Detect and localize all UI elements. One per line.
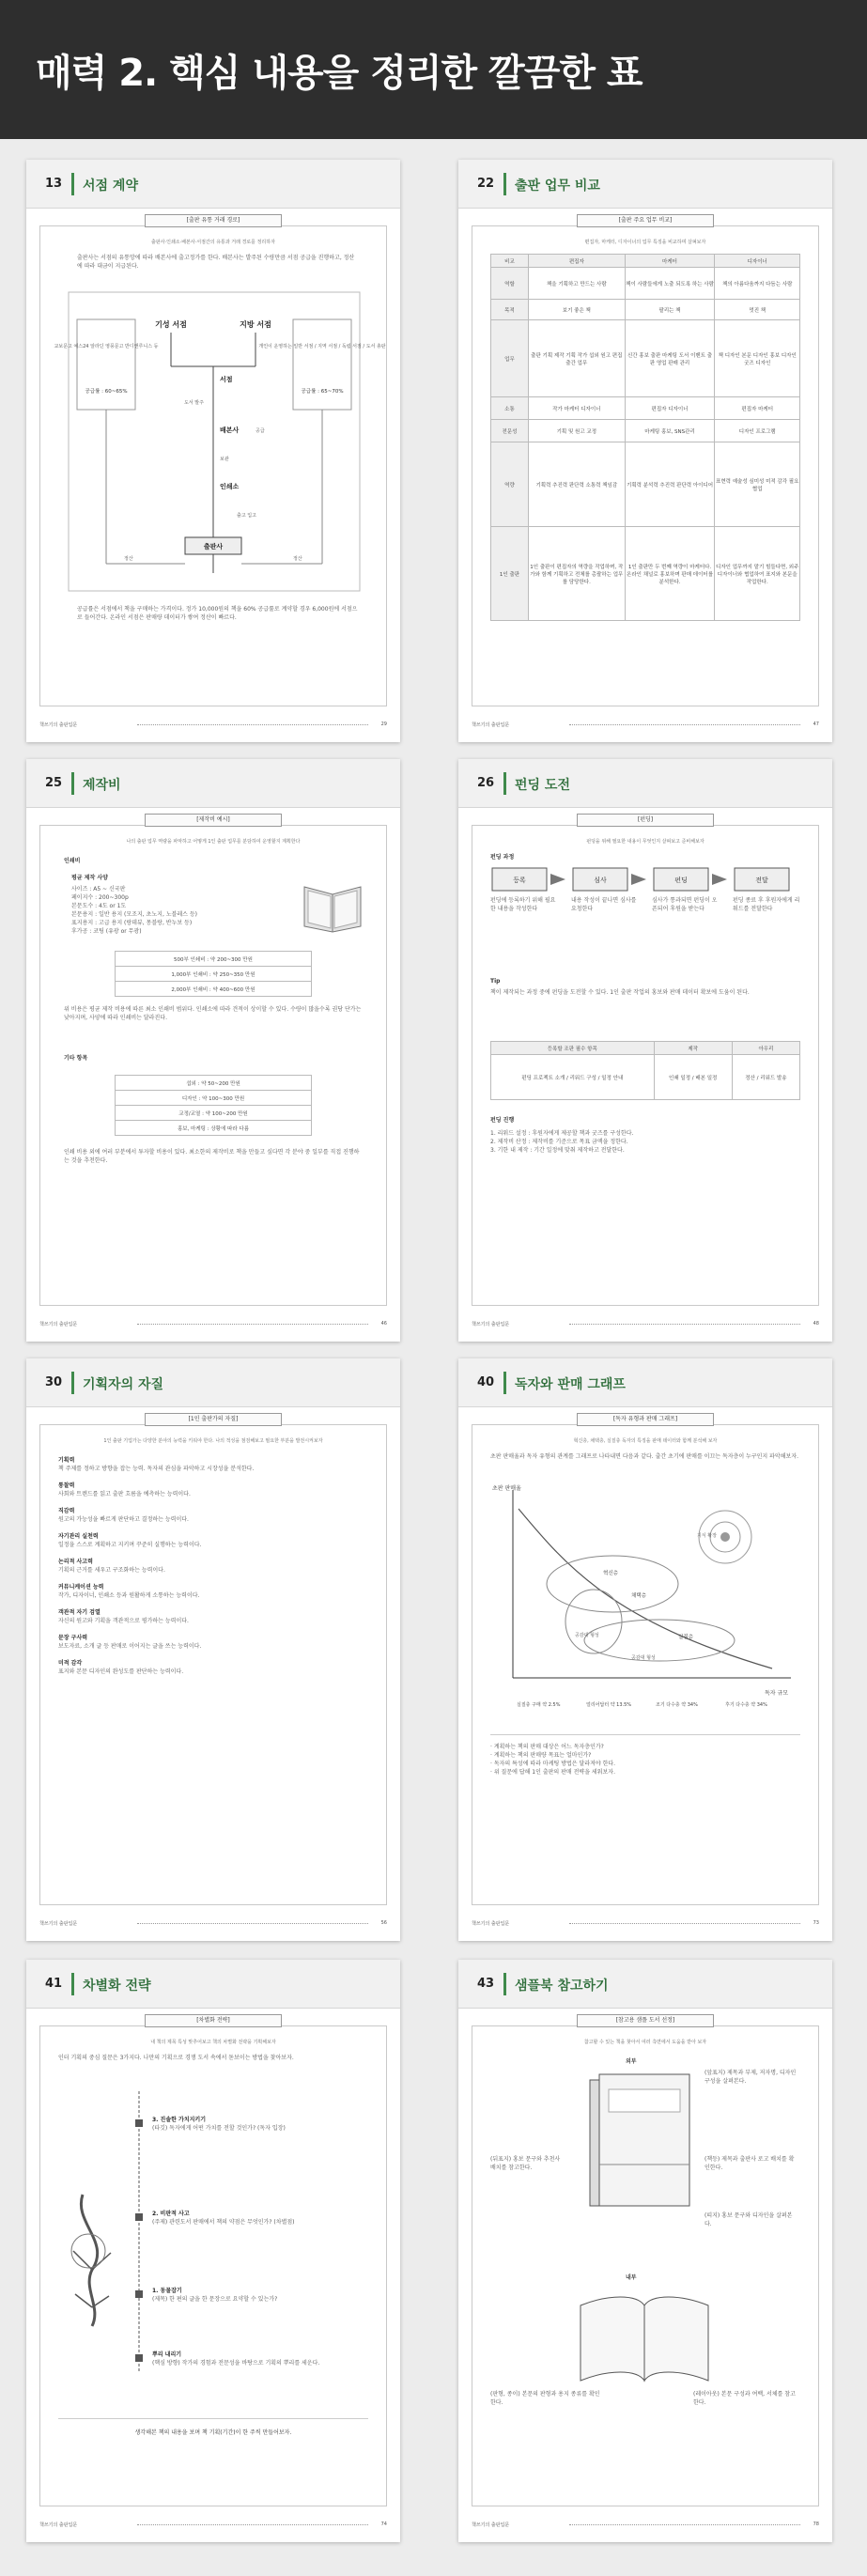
page-footer	[472, 1918, 819, 1930]
distributor-label: 배본사	[220, 427, 240, 434]
trait-text: 작가, 디자이너, 인쇄소 등과 원활하게 소통하는 능력이다.	[58, 1592, 200, 1599]
strategy-text: (타깃) 독자에게 어떤 가치를 전할 것인가? (독자 입장)	[152, 2125, 286, 2132]
page-header	[458, 1960, 832, 2009]
label-adopter: 채택층	[631, 1593, 646, 1599]
table-cell: 디자인 업무까지 맡기 힘들다면, 외주 디자이너와 협업하여 표지와 본문을 작업한다.	[715, 527, 800, 621]
footer-rule	[569, 1923, 800, 1924]
book-spine	[590, 2080, 599, 2206]
label-empathy: 공감대 형성	[575, 1633, 599, 1638]
row-label: 1인 출판	[491, 527, 529, 621]
footer-page-number: 73	[813, 1920, 819, 1926]
outro-text: 공급률은 서점에서 책을 구매하는 가격이다. 정가 10,000원의 책을 60% 공급률로 계약할 경우 6,000원에 서점으로 들어간다. 온라인 서점은 판매량 데이터가 쌓여 정산이 빠르다.	[77, 606, 358, 621]
footer-page-number: 48	[813, 1321, 819, 1327]
page-number: 30	[45, 1375, 63, 1389]
footer-page-number: 56	[380, 1920, 387, 1926]
page-footer	[39, 720, 387, 731]
page-number: 41	[45, 1977, 63, 1991]
header-accent	[503, 173, 506, 195]
closing-text: 생각해본 책의 내용을 보며 책 기획(기간)이 한 주씩 만들어보자.	[58, 2418, 368, 2437]
table-cell: 기획 및 원고 교정	[529, 420, 626, 442]
trait-text: 표지와 본문 디자인의 완성도를 판단하는 능력이다.	[58, 1668, 184, 1675]
bullet-icon	[135, 2290, 143, 2298]
note-text: 인쇄 비용 외에 여러 부분에서 투자할 비용이 있다. 최소한의 제작비로 책을 만들고 싶다면 각 분야 중 일부를 직접 진행하는 것을 추천한다.	[64, 1149, 360, 1164]
strategy-heading: 1. 동물잡기	[152, 2288, 182, 2294]
header-cell: 디자이너	[715, 255, 800, 268]
box-title: [출판 유통 거래 경로]	[145, 214, 282, 227]
books-label: 도서 발주	[184, 400, 204, 406]
right-rate: 공급률 : 65~70%	[301, 389, 344, 395]
trait-heading: 직감력	[58, 1508, 75, 1514]
arrow-icon	[631, 874, 646, 885]
footer-book: 책쓰기의 출판입문	[39, 1921, 78, 1927]
online-label: 기성 서점	[155, 320, 187, 329]
spec-item: 본문용지 : 일반 용지 (모조지, 초노지, 노블레스 등)	[71, 911, 197, 918]
target-inner	[720, 1532, 730, 1542]
page-number: 43	[477, 1977, 495, 1991]
subtitle: 나의 출판 업무 역량을 파악하고 어떻게 1인 출판 업무를 분담하여 운영할지 계획한다	[126, 839, 301, 845]
table-cell: 책의 아름다움까지 다듬는 사람	[715, 268, 800, 300]
table-cell: 편집자 마케터	[715, 397, 800, 420]
box-title: [제작비 예시]	[145, 814, 282, 827]
label-pragmatist: 실질층	[678, 1635, 693, 1640]
strategy-text: (주제) 관련도서 판매에서 책의 약점은 무엇인가? (차별점)	[152, 2219, 295, 2226]
label-knowledge: 지식 확장	[697, 1533, 717, 1539]
page-card-43	[458, 1960, 832, 2542]
arrow-icon	[550, 874, 565, 885]
delivery-label: 출고 입고	[237, 513, 256, 519]
intro-text: 초판 판매율과 독자 유형의 관계를 그래프로 나타내면 다음과 같다. 출간 초기에 판매를 이끄는 독자층이 누구인지 파악해보자.	[490, 1453, 799, 1460]
subtitle: 편집자, 마케터, 디자이너의 업무 특징을 비교하며 살펴보자	[584, 240, 706, 245]
page-number: 13	[45, 177, 63, 191]
section-print: 인쇄비	[64, 858, 81, 864]
header-cell: 제작	[654, 1042, 732, 1055]
header-cell: 마케터	[625, 255, 715, 268]
spec-item: 본문도수 : 4도 or 1도	[71, 903, 127, 909]
plan-item: 3. 기한 내 제작 : 기간 일정에 맞춰 제작하고 전달한다.	[490, 1147, 625, 1154]
publisher-label: 출판사	[203, 543, 224, 551]
trait-text: 원고의 가능성을 빠르게 판단하고 결정하는 능력이다.	[58, 1516, 189, 1523]
spec-item: 사이즈 : A5 ~ 신국판	[71, 886, 126, 892]
page-footer	[472, 720, 819, 731]
list-item	[58, 1507, 368, 1524]
other-cost-table	[115, 1075, 312, 1136]
bullet-icon	[135, 2119, 143, 2127]
strategy-item	[152, 2351, 368, 2367]
footer-rule	[137, 2524, 368, 2525]
plan-item: 2. 제작비 산정 : 제작비를 기준으로 목표 금액을 정한다.	[490, 1139, 628, 1145]
tip-label: Tip	[490, 978, 501, 985]
header-accent	[71, 173, 74, 195]
table-cell: 정산 / 리워드 발송	[732, 1055, 799, 1100]
table-cell: 마케팅 홍보, SNS관리	[625, 420, 715, 442]
trait-heading: 문장 구사력	[58, 1635, 88, 1641]
table-cell: 편집자 디자이너	[625, 397, 715, 420]
store-label: 서점	[220, 376, 233, 383]
trait-heading: 논리적 사고력	[58, 1559, 93, 1565]
table-cell: 팔리는 책	[625, 300, 715, 320]
trait-text: 자신의 원고와 기획을 객관적으로 평가하는 능력이다.	[58, 1618, 189, 1624]
strategy-item	[152, 2116, 368, 2133]
list-item	[58, 1659, 368, 1676]
box-title: [출판 주요 업무 비교]	[577, 214, 714, 227]
spec-item: 후가공 : 코팅 (유광 or 무광)	[71, 928, 142, 935]
trait-heading: 미적 감각	[58, 1660, 83, 1667]
spec-list	[71, 885, 287, 936]
footer-rule	[569, 2524, 800, 2525]
top-banner	[0, 0, 867, 139]
strategy-heading: 뿌리 내리기	[152, 2351, 182, 2358]
table-row	[491, 320, 800, 397]
tree-crown	[71, 2234, 105, 2268]
question-item: · 위 질문에 답해 1인 출판의 판매 전략을 세워보자.	[490, 1769, 616, 1776]
page-card-26	[458, 759, 832, 1342]
spec-item: 표지용지 : 고급 용지 (랑데뷰, 몽블랑, 반누보 등)	[71, 920, 193, 926]
footer-page-number: 74	[380, 2522, 387, 2527]
page-header	[26, 1960, 400, 2009]
offline-label: 지방 서점	[240, 320, 271, 329]
footer-book: 책쓰기의 출판입문	[39, 1322, 78, 1327]
footer-rule	[569, 724, 800, 725]
other-cost-cell: 교정/교열 : 약 100~200 만원	[116, 1106, 312, 1121]
inner-label: 내부	[626, 2274, 637, 2281]
list-item	[58, 1456, 368, 1473]
note-format: (판형, 종이) 본문의 판형과 용지 종류를 확인한다.	[490, 2391, 600, 2406]
step-note: 펀딩에 등록하기 위해 필요한 내용을 작성한다	[490, 897, 556, 912]
trait-text: 보도자료, 소개 글 등 판매로 이어지는 글을 쓰는 능력이다.	[58, 1643, 202, 1650]
printer-label: 인쇄소	[220, 483, 240, 490]
page-header	[26, 1358, 400, 1407]
page-header	[458, 759, 832, 808]
list-item	[58, 1583, 368, 1600]
note-layout: (레이아웃) 본문 구성과 여백, 서체를 참고한다.	[693, 2391, 796, 2406]
page-header	[458, 160, 832, 209]
trait-text: 일정을 스스로 계획하고 지키며 꾸준히 실행하는 능력이다.	[58, 1542, 202, 1548]
trait-heading: 기획력	[58, 1457, 75, 1464]
strategy-heading: 2. 비판적 사고	[152, 2211, 190, 2217]
left-rate: 공급률 : 60~65%	[85, 389, 128, 395]
table-cell: 1인 출판이 편집자의 역량을 작업하며, 작가와 함께 기획하고 전체를 총괄하는 업무를 담당한다.	[529, 527, 626, 621]
settle-label-left: 정산	[124, 556, 133, 562]
box-title: [독자 유형과 판매 그래프]	[577, 1413, 714, 1426]
stock-label: 보관	[220, 457, 229, 462]
row-label: 업무	[491, 320, 529, 397]
y-axis-label: 초판 판매율	[492, 1485, 521, 1492]
trait-text: 사회와 트렌드를 읽고 출판 흐름을 예측하는 능력이다.	[58, 1491, 191, 1497]
box-title: [차별화 전략]	[145, 2014, 282, 2027]
table-cell: 1인 출판만 두 번째 역량이 마케터다. 온라인 채널로 홍보하며 판매 데이터를 분석한다.	[625, 527, 715, 621]
strategy-heading: 3. 진솔한 가치지키기	[152, 2117, 207, 2123]
open-book-icon	[299, 876, 366, 934]
role-comparison-table	[490, 254, 800, 621]
box-title: [1인 출판가의 자질]	[145, 1413, 282, 1426]
page-title: 독자와 판매 그래프	[515, 1377, 626, 1392]
section-other: 기타 항목	[64, 1055, 88, 1062]
strategy-text: (핵심 방향) 작가의 경험과 전문성을 바탕으로 기획의 뿌리를 세운다.	[152, 2360, 320, 2367]
left-note: 교보문고 예스24 알라딘 영풍문고 반디앤루니스 등	[54, 344, 159, 349]
step-notes	[490, 896, 800, 962]
segment-label: 실질층 구매 약 2.5%	[517, 1702, 561, 1708]
cover-title-area	[609, 2089, 680, 2112]
x-axis-label: 독자 규모	[765, 1690, 789, 1697]
print-cost-cell: 500부 인쇄비 : 약 200~300 만원	[116, 952, 312, 967]
table-cell: 펀딩 프로젝트 소개 / 리워드 구성 / 일정 안내	[491, 1055, 655, 1100]
note-band: (띠지) 홍보 문구와 디자인을 살펴본다.	[704, 2212, 793, 2227]
page-header	[26, 759, 400, 808]
segment-label: 얼리어답터 약 13.5%	[586, 1702, 632, 1708]
trait-heading: 자기관리 실천력	[58, 1533, 99, 1540]
other-cost-cell: 디자인 : 약 100~300 만원	[116, 1091, 312, 1106]
table-cell: 책 디자인 본문 디자인 홍보 디자인 굿즈 디자인	[715, 320, 800, 397]
settle-label-right: 정산	[293, 556, 302, 562]
header-accent	[71, 772, 74, 795]
table-cell: 기획력 추진력 판단력 소통력 책임감	[529, 442, 626, 527]
strategy-item	[152, 2210, 368, 2227]
question-item: · 계획하는 책의 판매량 목표는 얼마인가?	[490, 1752, 592, 1759]
reader-sales-graph	[490, 1481, 800, 1715]
footer-book: 책쓰기의 출판입문	[472, 722, 510, 728]
list-item	[58, 1558, 368, 1575]
header-accent	[71, 1372, 74, 1394]
page-number: 26	[477, 776, 495, 790]
strategy-item	[152, 2287, 368, 2304]
footer-rule	[137, 724, 368, 725]
page-number: 22	[477, 177, 495, 191]
table-cell: 책이 사람들에게 노출 되도록 하는 사람	[625, 268, 715, 300]
segment-label: 후기 다수층 약 34%	[725, 1702, 767, 1708]
spec-title: 평균 제작 사양	[71, 875, 108, 881]
label-innovator: 혁신층	[603, 1571, 618, 1576]
footer-book: 책쓰기의 출판입문	[472, 1921, 510, 1927]
page-number: 25	[45, 776, 63, 790]
row-label: 역할	[491, 268, 529, 300]
step-note: 펀딩 종료 후 후원자에게 리워드를 전달한다	[733, 897, 800, 912]
sales-curve	[519, 1509, 772, 1668]
header-accent	[503, 1973, 506, 1995]
table-cell: 출판 기획 제작 기획 작가 섭외 원고 편집 출간 업무	[529, 320, 626, 397]
box-title: [펀딩]	[577, 814, 714, 827]
footer-page-number: 78	[813, 2522, 819, 2527]
open-book-right	[644, 2297, 708, 2381]
step-label: 심사	[594, 877, 607, 884]
table-row	[491, 442, 800, 527]
adopter-ellipse	[547, 1556, 678, 1612]
table-row	[491, 300, 800, 320]
footer-rule	[137, 1324, 368, 1325]
footer-book: 책쓰기의 출판입문	[39, 2522, 78, 2528]
footer-book: 책쓰기의 출판입문	[39, 722, 78, 728]
step-label: 등록	[513, 877, 526, 884]
page-title: 기획자의 자질	[83, 1377, 164, 1392]
row-label: 소통	[491, 397, 529, 420]
row-label: 역량	[491, 442, 529, 527]
page-number: 40	[477, 1375, 495, 1389]
online-store-box	[77, 319, 135, 410]
step-note: 내용 작성이 끝나면 심사를 요청한다	[571, 897, 637, 912]
subtitle: 참고할 수 있는 책을 찾아서 여러 측면에서 도움을 받아 보자	[583, 2040, 707, 2045]
intro-text: 출판사는 서점의 유통망에 따라 배본사에 출고정가를 한다. 배본사는 발주된 수량만큼 서점 공급을 진행하고, 정산에 따라 대금이 지급된다.	[77, 255, 355, 270]
table-row	[491, 527, 800, 621]
note-back-cover: (뒤표지) 홍보 문구와 추천사 배치를 참고한다.	[490, 2156, 561, 2171]
page-footer	[39, 2520, 387, 2531]
question-item: · 독자의 특성에 따라 마케팅 방법은 달라져야 한다.	[490, 1761, 616, 1767]
arrow-icon	[712, 874, 727, 885]
print-cost-table	[115, 951, 312, 997]
page-title: 펀딩 도전	[515, 778, 570, 793]
list-item	[58, 1532, 368, 1549]
page-header	[458, 1358, 832, 1407]
header-cell: 편집자	[529, 255, 626, 268]
row-label: 전문성	[491, 420, 529, 442]
bullet-icon	[135, 2213, 143, 2221]
table-row	[491, 268, 800, 300]
plan-item: 1. 리워드 설정 : 후원자에게 제공할 책과 굿즈를 구성한다.	[490, 1130, 634, 1137]
question-item: · 계획하는 책의 판매 대상은 어느 독자층인가?	[490, 1744, 604, 1750]
page-title: 서점 계약	[83, 178, 138, 194]
segment-label: 조기 다수층 약 34%	[656, 1702, 698, 1708]
other-cost-cell: 섭외 : 약 50~200 만원	[116, 1076, 312, 1091]
innovator-ellipse	[565, 1590, 622, 1653]
step-note: 심사가 통과되면 펀딩이 오픈되어 후원을 받는다	[652, 897, 718, 912]
subtitle: 출판사·인쇄소·배본사·서점간의 유통과 거래 경로를 정리하자	[151, 240, 275, 245]
subtitle: 펀딩을 위해 필요한 내용이 무엇인지 살펴보고 준비해보자	[586, 839, 704, 845]
row-label: 목적	[491, 300, 529, 320]
page-card-30	[26, 1358, 400, 1941]
print-cost-cell: 2,000부 인쇄비 : 약 400~600 만원	[116, 982, 312, 997]
table-header-row	[491, 255, 800, 268]
page-title: 샘플북 참고하기	[515, 1979, 609, 1994]
footer-book: 책쓰기의 출판입문	[472, 1322, 510, 1327]
subtitle: 1인 출판 기업가는 다양한 분야의 능력을 키워야 한다. 나의 적성을 점검해보고 필요한 부분을 발전시켜보자	[103, 1438, 323, 1444]
main-title: 매력 2. 핵심 내용을 정리한 깔끔한 표	[36, 52, 643, 95]
footer-page-number: 29	[380, 722, 387, 727]
trait-text: 책 주제를 정하고 방향을 잡는 능력. 독자의 관심을 파악하고 시장성을 분석한다.	[58, 1466, 255, 1472]
intro-text: 인터 기획의 중심 질문은 3가지다. 나만의 기획으로 경쟁 도서 속에서 돋보이는 방법을 찾아보자.	[58, 2055, 294, 2061]
page-footer	[39, 1319, 387, 1330]
tree-diagram	[54, 2082, 167, 2392]
outer-label: 외부	[626, 2058, 637, 2065]
label-empathy-2: 공감대 형성	[631, 1655, 656, 1661]
header-cell: 비교	[491, 255, 529, 268]
trait-heading: 객관적 자기 검열	[58, 1609, 101, 1616]
footer-rule	[569, 1324, 800, 1325]
right-note: 개인이 운영하는 일반 서점 / 지역 서점 / 독립 서점 / 도서 총판	[258, 344, 386, 349]
table-row	[491, 397, 800, 420]
plan-list	[490, 1129, 800, 1155]
book-diagram	[562, 2071, 731, 2409]
header-cell: 아우리	[732, 1042, 799, 1055]
offline-store-box	[293, 319, 351, 410]
page-header	[26, 160, 400, 209]
other-cost-cell: 홍보, 마케팅 : 상황에 따라 다름	[116, 1121, 312, 1136]
step-label: 전달	[755, 877, 768, 884]
table-cell: 책을 기획하고 만드는 사람	[529, 268, 626, 300]
subtitle: 혁신층, 채택층, 실질층 독자의 특징을 판매 데이터와 함께 분석해 보자	[573, 1438, 718, 1444]
strategy-text: (제목) 한 편의 글을 한 문장으로 요약할 수 있는가?	[152, 2296, 278, 2303]
trait-heading: 커뮤니케이션 능력	[58, 1584, 104, 1591]
table-cell: 신간 홍보 출판 마케팅 도서 이벤트 출판 영업 판매 관리	[625, 320, 715, 397]
step-label: 펀딩	[674, 877, 688, 884]
trait-text: 기획의 근거를 세우고 구조화하는 능력이다.	[58, 1567, 165, 1574]
page-card-22	[458, 160, 832, 742]
table-cell: 표현력 예술성 심미성 미적 감각 필요 협업	[715, 442, 800, 527]
page-title: 차별화 전략	[83, 1979, 151, 1994]
spec-item: 페이지수 : 200~300p	[71, 894, 129, 901]
list-item	[58, 1482, 368, 1498]
footer-page-number: 46	[380, 1321, 387, 1327]
page-footer	[472, 1319, 819, 1330]
page-card-13	[26, 160, 400, 742]
question-list	[490, 1734, 800, 1777]
trait-heading: 통찰력	[58, 1482, 75, 1489]
page-footer	[472, 2520, 819, 2531]
page-title: 출판 업무 비교	[515, 178, 600, 194]
table-cell: 보기 좋은 책	[529, 300, 626, 320]
supply-label: 공급	[255, 428, 265, 434]
table-cell: 기획력 분석력 추진력 판단력 아이디어	[625, 442, 715, 527]
print-cost-cell: 1,000부 인쇄비 : 약 250~350 만원	[116, 967, 312, 982]
list-item	[58, 1634, 368, 1651]
distribution-diagram	[54, 291, 386, 592]
footer-page-number: 47	[813, 722, 819, 727]
note-spine: (책등) 제목과 출판사 로고 배치를 확인한다.	[704, 2156, 795, 2171]
table-cell: 멋진 책	[715, 300, 800, 320]
open-book-left	[581, 2297, 644, 2381]
table-cell: 작가 마케터 디자이너	[529, 397, 626, 420]
bullet-icon	[135, 2354, 143, 2362]
page-title: 제작비	[83, 778, 121, 793]
header-accent	[503, 772, 506, 795]
footer-rule	[137, 1923, 368, 1924]
note-front-cover: (앞표지) 제목과 부제, 저자명, 디자인 구성을 살펴본다.	[704, 2070, 797, 2085]
header-accent	[503, 1372, 506, 1394]
list-item	[58, 1608, 368, 1625]
tip-text: 책이 제작되는 과정 중에 펀딩을 도전할 수 있다. 1인 출판 작업의 홍보와 판매 데이터 확보에 도움이 된다.	[490, 989, 750, 996]
page-card-25	[26, 759, 400, 1342]
box-title: [참고용 샘플 도서 선정]	[577, 2014, 714, 2027]
header-cell: 등록할 조판 필수 항목	[491, 1042, 655, 1055]
header-accent	[71, 1973, 74, 1995]
page-card-40	[458, 1358, 832, 1941]
page-card-41	[26, 1960, 400, 2542]
funding-table	[490, 1041, 800, 1100]
process-label: 펀딩 과정	[490, 854, 515, 861]
trait-list	[58, 1456, 368, 1684]
plan-label: 펀딩 진행	[490, 1117, 515, 1124]
table-row	[491, 420, 800, 442]
table-cell: 디자인 프로그램	[715, 420, 800, 442]
note-text: 위 비용은 평균 제작 비용에 따른 최소 인쇄비 범위다. 인쇄소에 따라 견적이 상이할 수 있다. 수량이 많을수록 권당 단가는 낮아지며, 사양에 따라 인쇄비는 달라진다.	[64, 1006, 362, 1021]
table-cell: 인쇄 일정 / 배본 일정	[654, 1055, 732, 1100]
subtitle: 내 책의 제목 특성 맞추어보고 책의 차별화 전략을 기획해보자	[150, 2040, 276, 2045]
page-footer	[39, 1918, 387, 1930]
footer-book: 책쓰기의 출판입문	[472, 2522, 510, 2528]
